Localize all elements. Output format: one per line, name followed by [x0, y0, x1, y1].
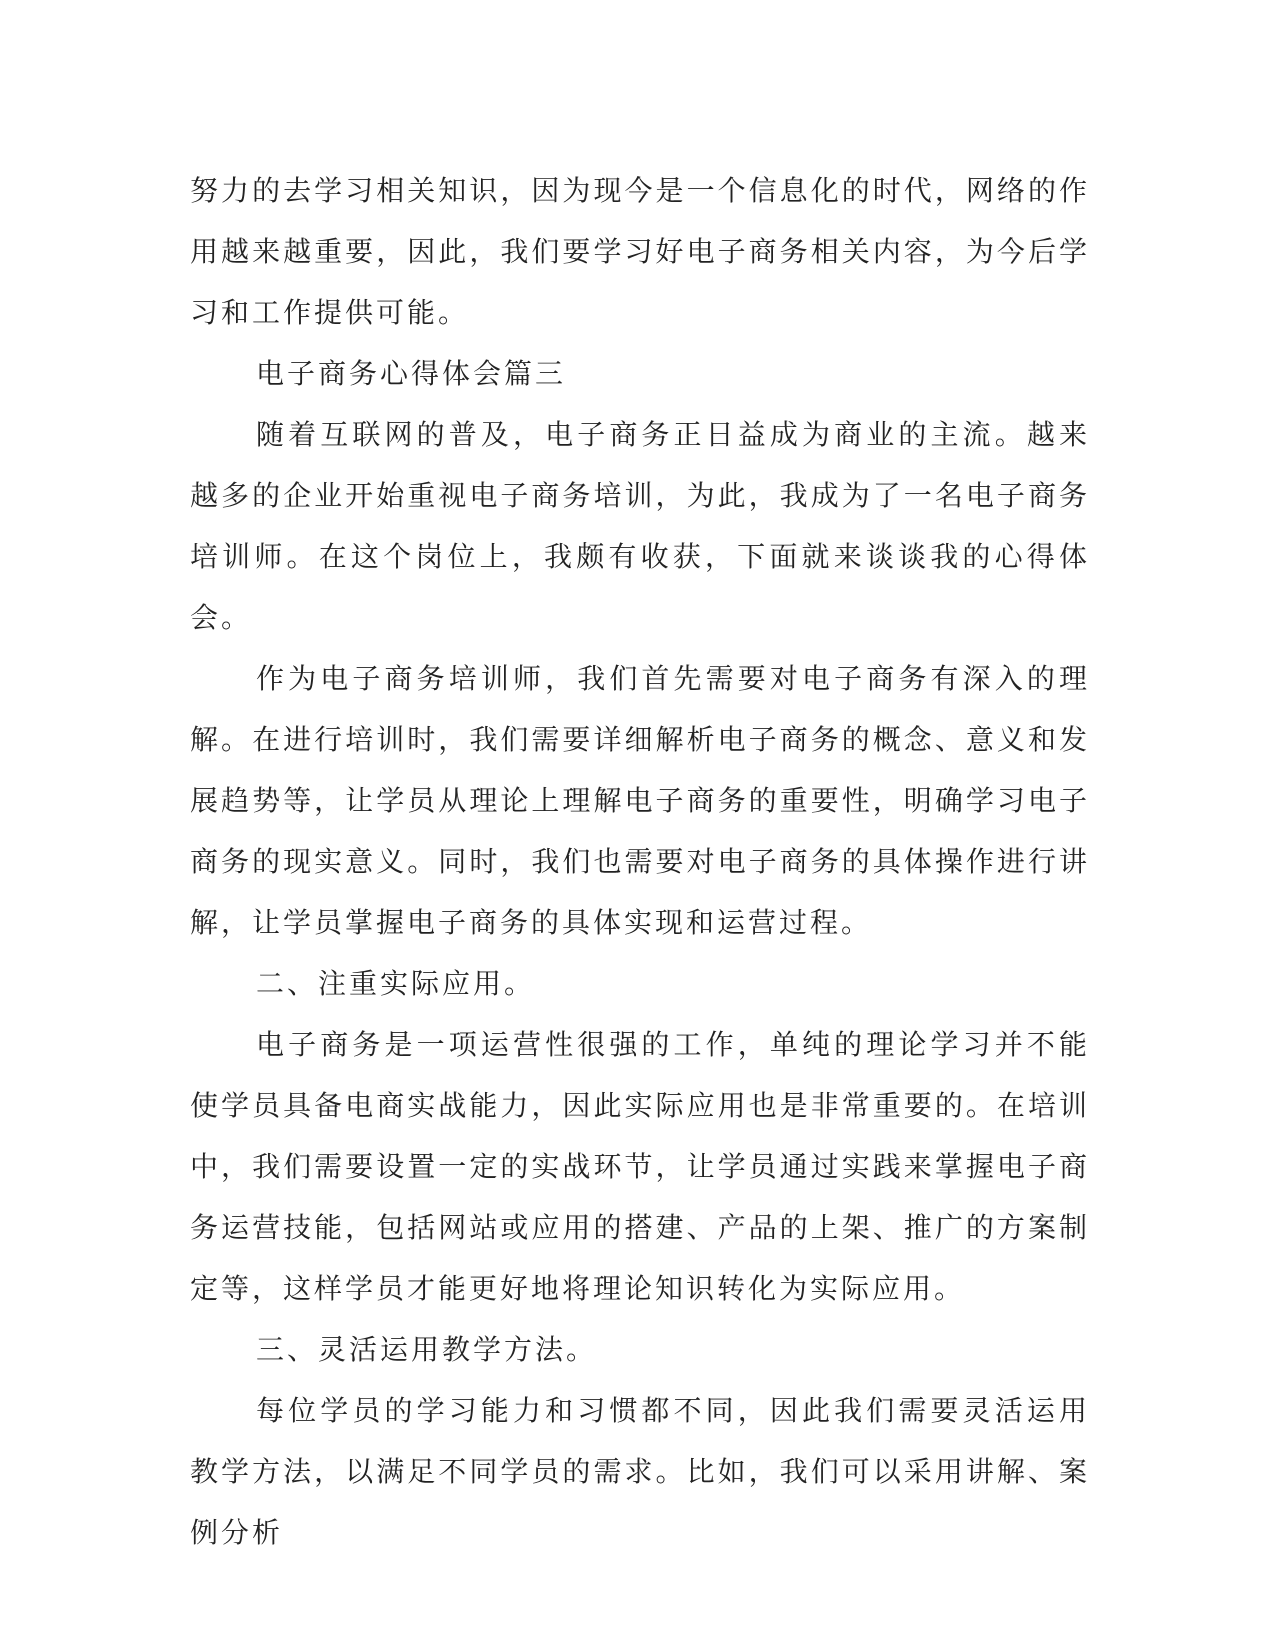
paragraph: 电子商务是一项运营性很强的工作，单纯的理论学习并不能使学员具备电商实战能力，因此实际应用也是非常重要的。在培训中，我们需要设置一定的实战环节，让学员通过实践来掌握电子商务运营技能，包括网站或应用的搭建、产品的上架、推广的方案制定等，这样学员才能更好地将理论知识转化为实际应用。 [190, 1028, 1090, 1305]
paragraph: 每位学员的学习能力和习惯都不同，因此我们需要灵活运用教学方法，以满足不同学员的需求。比如，我们可以采用讲解、案例分析 [190, 1394, 1090, 1549]
paragraph-continued: 努力的去学习相关知识，因为现今是一个信息化的时代，网络的作用越来越重要，因此，我们要学习好电子商务相关内容，为今后学习和工作提供可能。 [190, 174, 1090, 329]
subheading: 二、注重实际应用。 [256, 967, 536, 1000]
document-body [190, 160, 1090, 1563]
subheading: 三、灵活运用教学方法。 [256, 1333, 598, 1366]
paragraph: 随着互联网的普及，电子商务正日益成为商业的主流。越来越多的企业开始重视电子商务培训，为此，我成为了一名电子商务培训师。在这个岗位上，我颇有收获，下面就来谈谈我的心得体会。 [190, 418, 1090, 634]
paragraph: 作为电子商务培训师，我们首先需要对电子商务有深入的理解。在进行培训时，我们需要详细解析电子商务的概念、意义和发展趋势等，让学员从理论上理解电子商务的重要性，明确学习电子商务的现实意义。同时，我们也需要对电子商务的具体操作进行讲解，让学员掌握电子商务的具体实现和运营过程。 [190, 662, 1090, 939]
section-heading: 电子商务心得体会篇三 [256, 357, 567, 390]
